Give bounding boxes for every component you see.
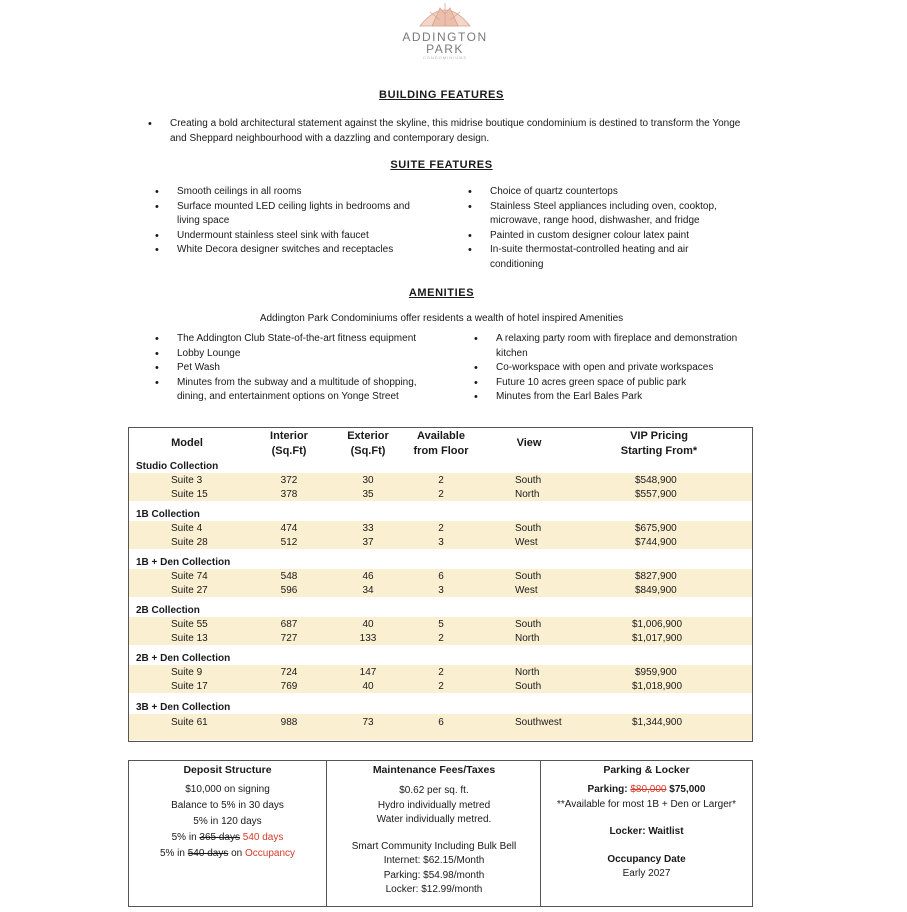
interior-cell: 988 (280, 717, 298, 728)
price-cell: $849,900 (635, 585, 677, 596)
fees-line: Locker: $12.99/month (385, 884, 483, 895)
amenities-heading: AMENITIES (408, 287, 475, 299)
deposit-struck-text: 365 days (199, 832, 240, 843)
exterior-cell: 33 (362, 523, 374, 534)
exterior-cell: 147 (359, 667, 377, 678)
deposit-text: 5% in (171, 832, 197, 843)
deposit-line (129, 830, 326, 846)
price-cell: $744,900 (635, 537, 677, 548)
suite-name: Suite 13 (171, 633, 208, 644)
floor-cell: 2 (438, 667, 444, 678)
suite-name: Suite 15 (171, 489, 208, 500)
header-line: Interior (270, 430, 308, 442)
floor-cell: 6 (438, 571, 444, 582)
suite-name: Suite 61 (171, 717, 208, 728)
group-title: 1B + Den Collection (136, 557, 231, 568)
interior-cell: 596 (280, 585, 298, 596)
list-item: • Minutes from the subway and a multitude of shopping, dining, and entertainment options on Yonge Street (155, 376, 440, 405)
fees-line: Hydro individually metred (377, 799, 491, 811)
building-features-heading: BUILDING FEATURES (379, 89, 504, 101)
header-line: (Sq.Ft) (350, 445, 386, 457)
exterior-cell: 34 (362, 585, 374, 596)
header-line: Available (417, 430, 465, 442)
suite-name: Suite 4 (171, 523, 203, 534)
occupancy-label: Occupancy Date (607, 853, 686, 865)
suite-name: Suite 9 (171, 667, 203, 678)
view-cell: North (515, 489, 540, 500)
col-header-model: Model (171, 437, 203, 449)
exterior-cell: 35 (362, 489, 374, 500)
deposit-text: 5% in (159, 848, 185, 859)
interior-cell: 512 (280, 537, 298, 548)
deposit-structure (129, 761, 326, 906)
view-cell: North (515, 633, 540, 644)
deposit-revised-text: 540 days (242, 832, 284, 843)
parking-locker (541, 761, 752, 906)
exterior-cell: 40 (362, 619, 374, 630)
price-cell: $548,900 (635, 475, 677, 486)
price-cell: $827,900 (635, 571, 677, 582)
occupancy-value: Early 2027 (622, 868, 671, 879)
suite-name: Suite 55 (171, 619, 208, 630)
list-item: • Lobby Lounge (155, 347, 440, 362)
list-item: • A relaxing party room with fireplace and demonstration kitchen (474, 332, 744, 361)
parking-label: Parking: (587, 784, 628, 795)
view-cell: South (515, 475, 542, 486)
fees-line: Water individually metred. (376, 814, 492, 825)
list-item: • Smooth ceilings in all rooms (155, 185, 430, 200)
group-title: 2B + Den Collection (136, 653, 231, 664)
parking-heading: Parking & Locker (603, 764, 690, 776)
list-item: • Undermount stainless steel sink with faucet (155, 229, 430, 244)
header-line: (Sq.Ft) (271, 445, 307, 457)
view-cell: West (515, 537, 538, 548)
view-cell: South (515, 681, 542, 692)
interior-cell: 727 (280, 633, 298, 644)
list-item: • Pet Wash (155, 361, 440, 376)
header-line: from Floor (413, 445, 469, 457)
exterior-cell: 133 (359, 633, 377, 644)
price-cell: $1,344,900 (632, 717, 683, 728)
exterior-cell: 30 (362, 475, 374, 486)
col-header-interior (249, 429, 329, 459)
floor-cell: 3 (438, 537, 444, 548)
list-item: • Creating a bold architectural statement against the skyline, this midrise boutique condominium is destined to transform the Yonge and Sheppard neighbourhood with a dazzling and contemporary design. (148, 117, 758, 146)
floor-cell: 2 (438, 523, 444, 534)
parking-note: **Available for most 1B + Den or Larger* (556, 798, 737, 810)
col-header-floor (401, 429, 481, 459)
group-title: 3B + Den Collection (136, 702, 231, 713)
suite-name: Suite 74 (171, 571, 208, 582)
pricing-table (128, 427, 753, 742)
deposit-line: Balance to 5% in 30 days (171, 800, 284, 811)
price-cell: $959,900 (635, 667, 677, 678)
sunrise-logo-icon (410, 0, 480, 28)
group-title: 2B Collection (136, 605, 200, 616)
view-cell: South (515, 619, 542, 630)
amenities-left-list (155, 332, 440, 405)
interior-cell: 474 (280, 523, 298, 534)
amenities-right-list (474, 332, 744, 405)
floor-cell: 2 (438, 633, 444, 644)
col-header-price (599, 429, 719, 459)
parking-price (541, 783, 752, 798)
view-cell: South (515, 571, 542, 582)
list-item: • The Addington Club State-of-the-art fitness equipment (155, 332, 440, 347)
fees-line: $0.62 per sq. ft. (399, 785, 469, 796)
list-item: • In-suite thermostat-controlled heating and air conditioning (468, 243, 743, 272)
price-cell: $1,006,900 (632, 619, 683, 630)
floor-cell: 2 (438, 475, 444, 486)
price-cell: $557,900 (635, 489, 677, 500)
deposit-line: 5% in 120 days (193, 816, 262, 827)
building-features-list (148, 117, 758, 146)
list-item: • Future 10 acres green space of public park (474, 376, 744, 391)
logo-line-1: ADDINGTON (402, 30, 488, 44)
view-cell: North (515, 667, 540, 678)
suite-name: Suite 17 (171, 681, 208, 692)
deposit-struck-text: 540 days (187, 848, 229, 859)
interior-cell: 687 (280, 619, 298, 630)
list-item: • Stainless Steel appliances including oven, cooktop, microwave, range hood, dishwasher, and fridge (468, 200, 743, 229)
interior-cell: 378 (280, 489, 298, 500)
header-line: Exterior (347, 430, 389, 442)
interior-cell: 372 (280, 475, 298, 486)
price-cell: $1,017,900 (632, 633, 683, 644)
col-header-exterior (328, 429, 408, 459)
fees-line: Internet: $62.15/Month (383, 855, 485, 866)
deposit-heading: Deposit Structure (183, 764, 272, 776)
exterior-cell: 46 (362, 571, 374, 582)
fees-heading: Maintenance Fees/Taxes (372, 764, 496, 776)
deposit-text: on (231, 848, 243, 859)
view-cell: South (515, 523, 542, 534)
floor-cell: 2 (438, 489, 444, 500)
deposit-revised-text: Occupancy (245, 848, 296, 859)
suite-name: Suite 27 (171, 585, 208, 596)
logo-line-2: PARK (426, 42, 464, 56)
view-cell: West (515, 585, 538, 596)
interior-cell: 769 (280, 681, 298, 692)
exterior-cell: 37 (362, 537, 374, 548)
deposit-line: $10,000 on signing (185, 784, 270, 795)
interior-cell: 724 (280, 667, 298, 678)
header-line: Starting From* (620, 445, 698, 457)
suite-features-heading: SUITE FEATURES (390, 159, 493, 171)
deposit-line (129, 846, 326, 862)
col-header-view: View (516, 437, 542, 449)
floor-cell: 2 (438, 681, 444, 692)
logo-line-3: CONDOMINIUMS (422, 55, 468, 60)
info-table (128, 760, 753, 907)
list-item: • Painted in custom designer colour latex paint (468, 229, 743, 244)
suite-features-right-list (468, 185, 743, 272)
parking-new-price: $75,000 (669, 784, 706, 795)
exterior-cell: 40 (362, 681, 374, 692)
interior-cell: 548 (280, 571, 298, 582)
brand-logo (380, 0, 510, 61)
fees-line: Smart Community Including Bulk Bell (351, 840, 517, 852)
floor-cell: 6 (438, 717, 444, 728)
group-title: Studio Collection (136, 461, 219, 472)
price-cell: $675,900 (635, 523, 677, 534)
suite-name: Suite 28 (171, 537, 208, 548)
suite-features-left-list (155, 185, 430, 258)
group-title: 1B Collection (136, 509, 200, 520)
floor-cell: 3 (438, 585, 444, 596)
list-item: • Minutes from the Earl Bales Park (474, 390, 744, 405)
header-line: VIP Pricing (630, 430, 688, 442)
locker-status: Locker: Waitlist (609, 826, 684, 837)
list-item: • Co-workspace with open and private workspaces (474, 361, 744, 376)
maintenance-fees (327, 761, 541, 906)
price-cell: $1,018,900 (632, 681, 683, 692)
exterior-cell: 73 (362, 717, 374, 728)
list-item: • White Decora designer switches and receptacles (155, 243, 430, 258)
fees-line: Parking: $54.98/month (383, 869, 485, 881)
suite-name: Suite 3 (171, 475, 203, 486)
list-item: • Surface mounted LED ceiling lights in bedrooms and living space (155, 200, 430, 229)
parking-old-price: $80,000 (630, 784, 667, 795)
amenities-intro: Addington Park Condominiums offer residents a wealth of hotel inspired Amenities (259, 313, 624, 324)
view-cell: Southwest (515, 717, 562, 728)
floor-cell: 5 (438, 619, 444, 630)
list-item: • Choice of quartz countertops (468, 185, 743, 200)
